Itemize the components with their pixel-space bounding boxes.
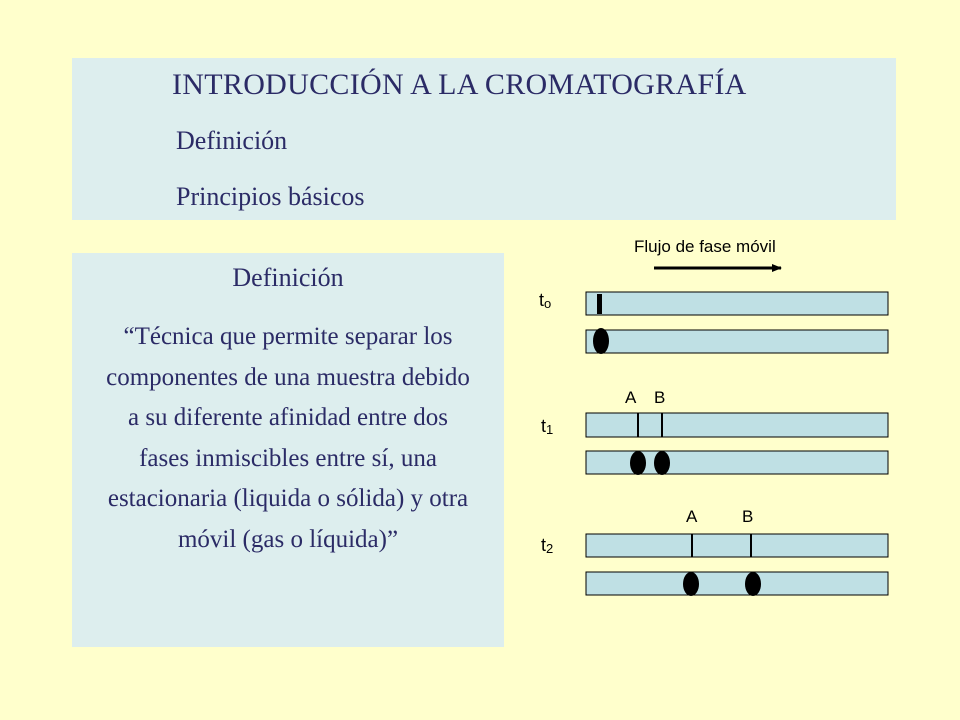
definition-text: “Técnica que permite separar los componentes de una muestra debido a su diferente afinidad entre dos fases inmiscibles entre sí, una estacionaria (liquida o sólida) y otra móvil (gas o líquida)”: [106, 323, 470, 553]
header-item-principios: Principios básicos: [176, 182, 365, 211]
peak-b-t1: [654, 451, 670, 475]
column-t1-top: [586, 413, 888, 437]
page-title: INTRODUCCIÓN A LA CROMATOGRAFÍA: [172, 68, 747, 101]
header-item-definicion: Definición: [176, 126, 288, 155]
band-t0: [597, 294, 602, 314]
time-label-t1: t1: [541, 416, 554, 437]
definition-title: Definición: [232, 263, 344, 292]
column-t2-top: [586, 534, 888, 557]
peak-label-b-t1: B: [654, 388, 666, 407]
peak-t0: [593, 328, 609, 354]
time-label-t2: t2: [541, 535, 554, 556]
column-t0-top: [586, 292, 888, 315]
column-t2-bottom: [586, 572, 888, 595]
peak-label-b-t2: B: [742, 507, 754, 526]
peak-label-a-t2: A: [686, 507, 698, 526]
peak-b-t2: [745, 572, 761, 596]
peak-label-a-t1: A: [625, 388, 637, 407]
peak-a-t2: [683, 572, 699, 596]
time-label-t0: to: [539, 290, 552, 311]
flow-label: Flujo de fase móvil: [634, 237, 776, 256]
peak-a-t1: [630, 451, 646, 475]
column-t0-bottom: [586, 330, 888, 353]
